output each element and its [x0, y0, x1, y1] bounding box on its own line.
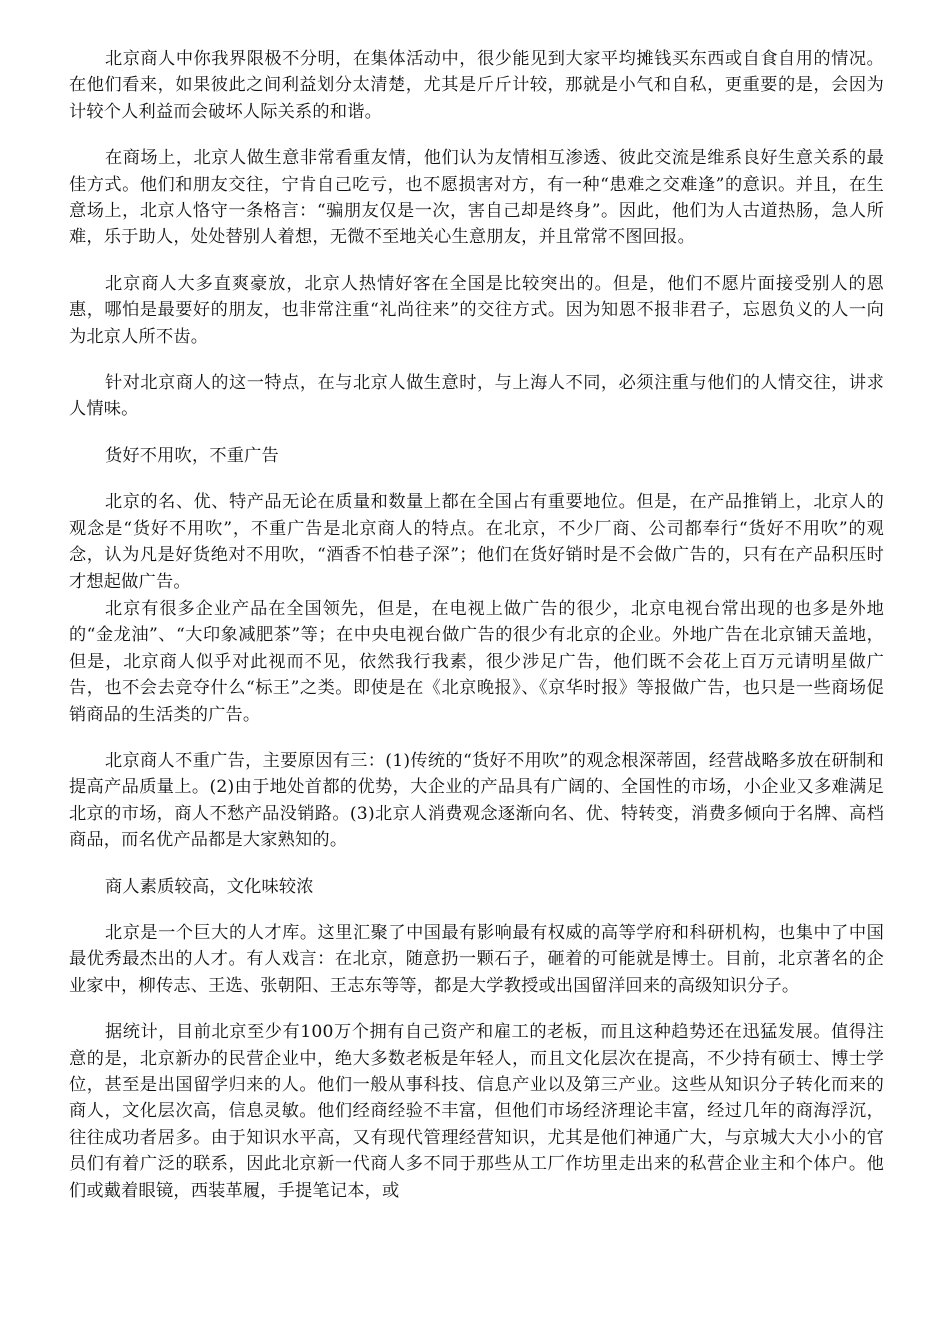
- paragraph-products: 北京的名、优、特产品无论在质量和数量上都在全国占有重要地位。但是，在产品推销上，北京人的观念是“货好不用吹”，不重广告是北京商人的特点。在北京，不少厂商、公司都奉行“货好不用吹”的观念，认为凡是好货绝对不用吹，“酒香不怕巷子深”；他们在货好销时是不会做广告的，只有在产品积压时才想起做广告。: [69, 492, 884, 592]
- document-body: [69, 46, 884, 1224]
- section-heading-quality: 商人素质较高，文化味较浓: [105, 876, 314, 897]
- paragraph-reasons: 北京商人不重广告，主要原因有三：(1)传统的“货好不用吹”的观念根深蒂固，经营战略多放在研制和提高产品质量上。(2)由于地处首都的优势，大企业的产品具有广阔的、全国性的市场，小企业又多难满足北京的市场，商人不愁产品没销路。(3)北京人消费观念逐渐向名、优、特转变，消费多倾向于名牌、高档商品，而名优产品都是大家熟知的。: [69, 750, 884, 851]
- section-heading-advertising: 货好不用吹，不重广告: [105, 445, 279, 466]
- paragraph-tv-ads: 北京有很多企业产品在全国领先，但是，在电视上做广告的很少，北京电视台常出现的也多是外地的“金龙油”、“大印象减肥茶”等；在中央电视台做广告的很少有北京的企业。外地广告在北京铺天盖地，但是，北京商人似乎对此视而不见，依然我行我素，很少涉足广告，他们既不会花上百万元请明星做广告，也不会去竞夺什么“标王”之类。即使是在《北京晚报》、《京华时报》等报做广告，也只是一些商场促销商品的生活类的广告。: [69, 598, 884, 725]
- paragraph-statistics: 据统计，目前北京至少有100万个拥有自己资产和雇工的老板，而且这种趋势还在迅猛发展。值得注意的是，北京新办的民营企业中，绝大多数老板是年轻人，而且文化层次在提高，不少持有硕士、博士学位，甚至是出国留学归来的人。他们一般从事科技、信息产业以及第三产业。这些从知识分子转化而来的商人，文化层次高，信息灵敏。他们经商经验不丰富，但他们市场经济理论丰富，经过几年的商海浮沉，往往成功者居多。由于知识水平高，又有现代管理经营知识，尤其是他们神通广大，与京城大大小小的官员们有着广泛的联系，因此北京新一代商人多不同于那些从工厂作坊里走出来的私营企业主和个体户。他们或戴着眼镜，西装革履，手提笔记本，或: [69, 1022, 884, 1201]
- paragraph-talent: 北京是一个巨大的人才库。这里汇聚了中国最有影响最有权威的高等学府和科研机构，也集中了中国最优秀最杰出的人才。有人戏言：在北京，随意扔一颗石子，砸着的可能就是博士。目前，北京著名的企业家中，柳传志、王选、张朝阳、王志东等等，都是大学教授或出国留洋回来的高级知识分子。: [69, 922, 884, 996]
- paragraph-intimacy: 北京商人中你我界限极不分明，在集体活动中，很少能见到大家平均摊钱买东西或自食自用的情况。在他们看来，如果彼此之间利益划分太清楚，尤其是斤斤计较，那就是小气和自私，更重要的是，会因为计较个人利益而会破坏人际关系的和谐。: [69, 49, 884, 122]
- paragraph-friendship: 在商场上，北京人做生意非常看重友情，他们认为友情相互渗透、彼此交流是维系良好生意关系的最佳方式。他们和朋友交往，宁肯自己吃亏，也不愿损害对方，有一种“患难之交难逢”的意识。并且，在生意场上，北京人恪守一条格言：“骗朋友仅是一次，害自己却是终身”。因此，他们为人古道热肠，急人所难，乐于助人，处处替别人着想，无微不至地关心生意朋友，并且常常不图回报。: [69, 148, 884, 248]
- paragraph-advice: 针对北京商人的这一特点，在与北京人做生意时，与上海人不同，必须注重与他们的人情交往，讲求人情味。: [69, 373, 884, 420]
- paragraph-reciprocity: 北京商人大多直爽豪放，北京人热情好客在全国是比较突出的。但是，他们不愿片面接受别人的恩惠，哪怕是最要好的朋友，也非常注重“礼尚往来”的交往方式。因为知恩不报非君子，忘恩负义的人一向为北京人所不齿。: [69, 273, 884, 347]
